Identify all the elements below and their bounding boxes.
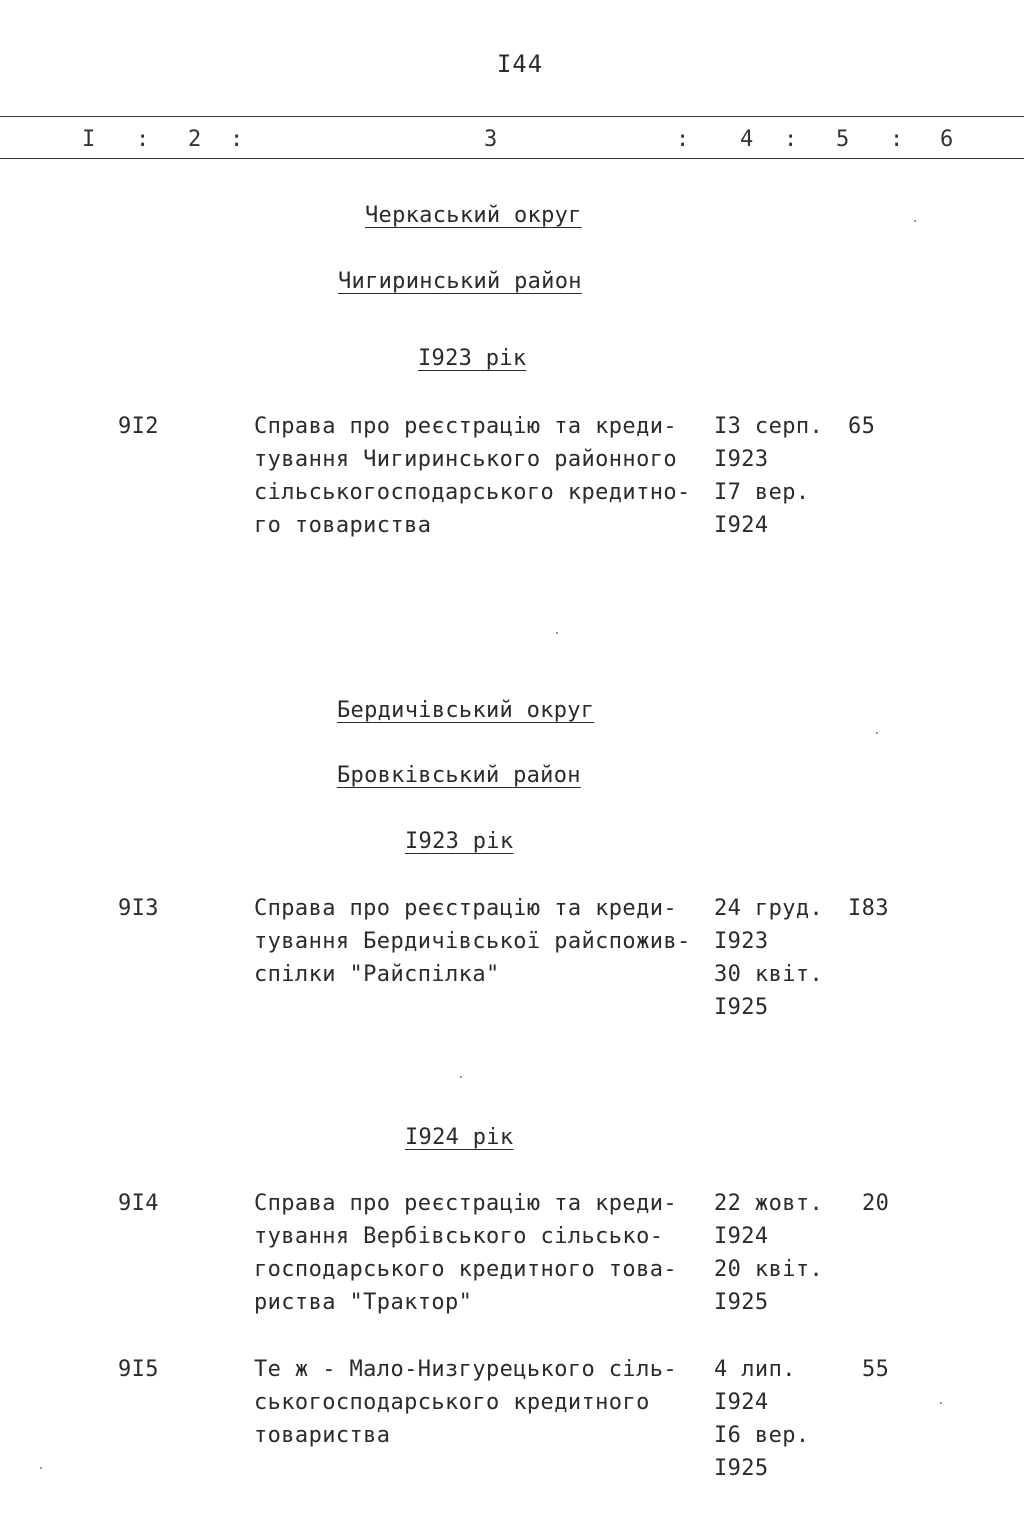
scan-speck [940, 1402, 942, 1404]
raion-heading: Бровківський район [337, 763, 581, 788]
entry-description: Справа про реєстрацію та креди- тування Бердичівської райспожив- спілки "Райспілка" [254, 896, 691, 987]
entry-number: 9I2 [118, 414, 159, 439]
column-separator: : [676, 127, 690, 152]
entry-dates: 24 груд. I923 30 квіт. I925 [714, 896, 824, 1020]
entry-description: Справа про реєстрацію та креди- тування Вербівського сільсько- господарського кредитного това- риства "Трактор" [254, 1191, 677, 1315]
year-heading: I924 рік [405, 1125, 514, 1150]
column-header-4: 4 [740, 127, 754, 152]
column-separator: : [230, 127, 244, 152]
entry-description: Справа про реєстрацію та креди- тування Чигиринського районного сільськогосподарського кредитно- го товариства [254, 414, 691, 538]
scan-speck [40, 1467, 42, 1469]
column-separator: : [784, 127, 798, 152]
okrug-heading: Бердичівський округ [337, 698, 595, 723]
column-header-1: I [82, 127, 96, 152]
column-separator: : [890, 127, 904, 152]
header-rule-bottom [0, 158, 1024, 159]
entry-dates: I3 серп. I923 I7 вер. I924 [714, 414, 824, 538]
entry-dates: 4 лип. I924 I6 вер. I925 [714, 1357, 810, 1481]
entry-description: Те ж - Мало-Низгурецького сіль- ськогосподарського кредитного товариства [254, 1357, 677, 1448]
header-rule-top [0, 116, 1024, 117]
entry-sheets: 20 [862, 1191, 890, 1216]
year-heading: I923 рік [418, 346, 527, 371]
raion-heading: Чигиринський район [338, 269, 582, 294]
column-header-6: 6 [940, 127, 954, 152]
column-header-3: 3 [484, 127, 498, 152]
entry-number: 9I5 [118, 1357, 159, 1382]
scan-speck [876, 732, 878, 734]
column-separator: : [136, 127, 150, 152]
scan-speck [556, 632, 558, 634]
okrug-heading: Черкаський округ [365, 203, 582, 228]
page-number: I44 [496, 50, 544, 78]
entry-number: 9I3 [118, 896, 159, 921]
column-header-2: 2 [188, 127, 202, 152]
entry-sheets: 55 [862, 1357, 890, 1382]
entry-number: 9I4 [118, 1191, 159, 1216]
entry-sheets: I83 [848, 896, 889, 921]
column-header-5: 5 [836, 127, 850, 152]
year-heading: I923 рік [405, 829, 514, 854]
scan-speck [460, 1076, 462, 1078]
entry-sheets: 65 [848, 414, 876, 439]
entry-dates: 22 жовт. I924 20 квіт. I925 [714, 1191, 824, 1315]
scan-speck [914, 220, 916, 222]
